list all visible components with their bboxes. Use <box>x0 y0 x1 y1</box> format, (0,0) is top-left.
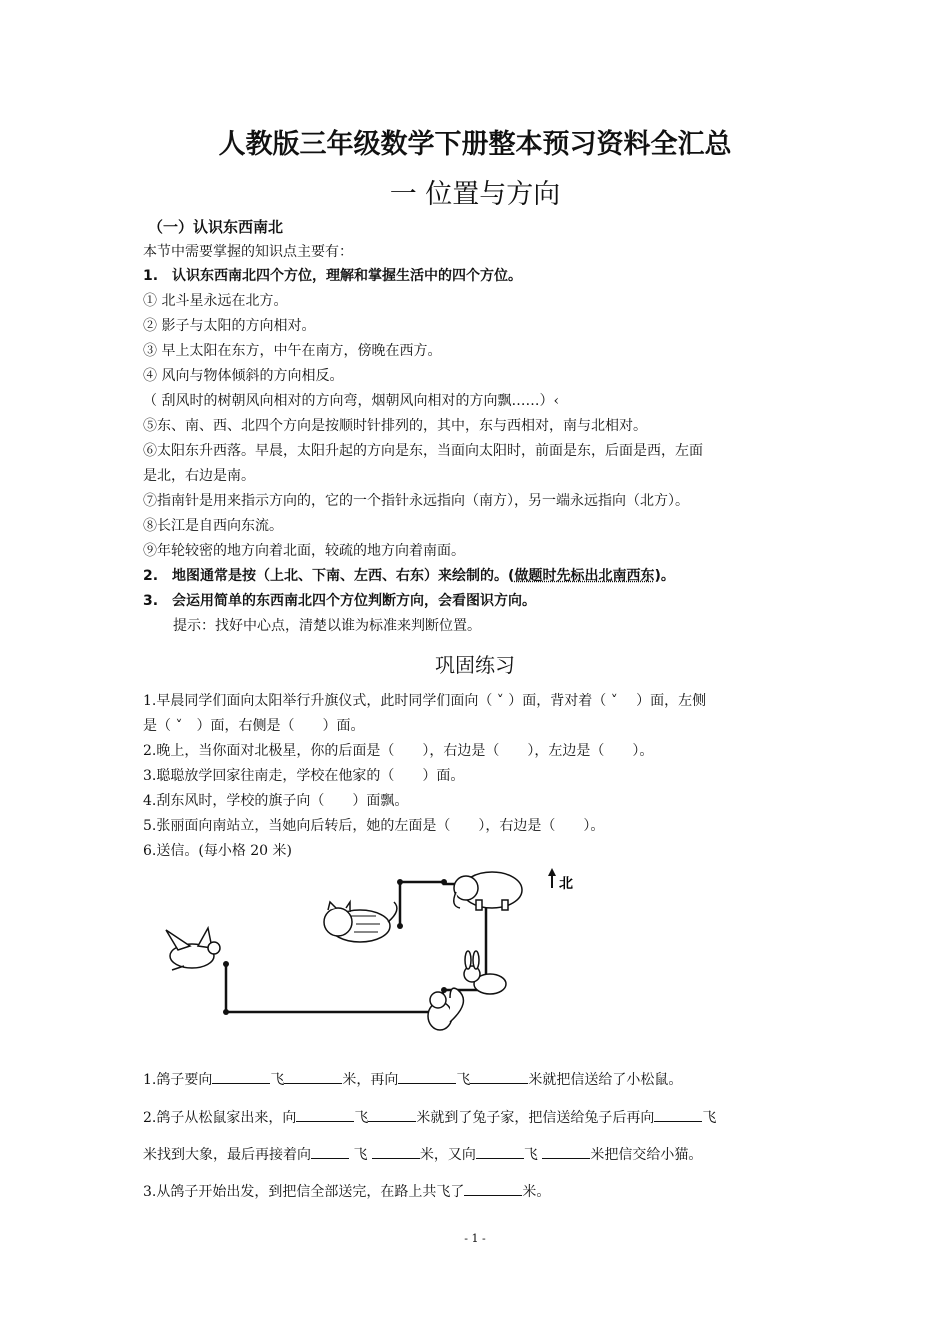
tip-text: 提示：找好中心点，清楚以谁为标准来判断位置。 <box>173 618 481 634</box>
question-item: 1.早晨同学们面向太阳举行升旗仪式，此时同学们面向（ ˅ ）面，背对着（ ˅ ）面，左侧 <box>143 693 707 709</box>
fact-item: ③ 早上太阳在东方，中午在南方，傍晚在西方。 <box>143 343 442 359</box>
answer-blank[interactable] <box>654 1106 702 1122</box>
dove-icon <box>166 928 220 970</box>
fill-question-3: 3.从鸽子开始出发，到把信全部送完，在路上共飞了 米。 <box>143 1180 550 1205</box>
fact-item: ⑧长江是自西向东流。 <box>143 518 283 534</box>
question-item: 2.晚上，当你面对北极星，你的后面是（ ），右边是（ ），左边是（ ）。 <box>143 743 654 759</box>
question-item: 5.张丽面向南站立，当她向后转后，她的左面是（ ），右边是（ ）。 <box>143 818 605 834</box>
fact-item: ② 影子与太阳的方向相对。 <box>143 318 316 334</box>
north-arrow-icon <box>548 868 573 892</box>
answer-blank[interactable] <box>368 1106 416 1122</box>
page-number: - 1 - <box>464 1232 486 1245</box>
elephant-icon <box>454 872 522 910</box>
answer-blank[interactable] <box>372 1143 420 1159</box>
fact-item: ④ 风向与物体倾斜的方向相反。 <box>143 368 344 384</box>
fact-item: （ 刮风时的树朝风向相对的方向弯，烟朝风向相对的方向飘……）‹ <box>143 393 560 409</box>
answer-blank[interactable] <box>464 1180 522 1196</box>
answer-blank[interactable] <box>311 1143 349 1159</box>
intro-text: 本节中需要掌握的知识点主要有： <box>143 244 353 260</box>
answer-blank[interactable] <box>296 1106 354 1122</box>
answer-blank[interactable] <box>470 1068 528 1084</box>
fact-item: ⑦指南针是用来指示方向的，它的一个指针永远指向（南方），另一端永远指向（北方）。 <box>143 493 689 509</box>
question-item: 6.送信。(每小格 20 米) <box>143 843 292 859</box>
fact-item: ⑥太阳东升西落。早晨，太阳升起的方向是东，当面向太阳时，前面是东，后面是西，左面 <box>143 443 703 459</box>
route-map <box>150 862 590 1062</box>
fill-question-2: 2.鸽子从松鼠家出来，向 飞 米就到了兔子家，把信送给兔子后再向 飞 <box>143 1106 716 1131</box>
fact-item: ⑤东、南、西、北四个方向是按顺时针排列的，其中，东与西相对，南与北相对。 <box>143 418 647 434</box>
fill-question-1: 1.鸽子要向 飞 米，再向 飞 米就把信送给了小松鼠。 <box>143 1068 682 1093</box>
question-item: 4.刮东风时，学校的旗子向（ ）面飘。 <box>143 793 409 809</box>
knowledge-point-2: 2. 地图通常是按（上北、下南、左西、右东）来绘制的。(做题时先标出北南西东)。 <box>143 568 675 584</box>
answer-blank[interactable] <box>476 1143 524 1159</box>
knowledge-point-1: 1. 认识东西南北四个方位，理解和掌握生活中的四个方位。 <box>143 268 523 284</box>
fact-item: 是北，右边是南。 <box>143 468 255 484</box>
knowledge-point-3: 3. 会运用简单的东西南北四个方位判断方向，会看图识方向。 <box>143 593 537 609</box>
route-path <box>226 882 486 1012</box>
question-item: 3.聪聪放学回家往南走，学校在他家的（ ）面。 <box>143 768 465 784</box>
answer-blank[interactable] <box>212 1068 270 1084</box>
fill-question-2-cont: 米找到大象，最后再接着向 飞 米，又向 飞 米把信交给小猫。 <box>143 1143 702 1168</box>
fact-item: ⑨年轮较密的地方向着北面，较疏的地方向着南面。 <box>143 543 465 559</box>
document-title: 人教版三年级数学下册整本预习资料全汇总 <box>218 129 732 160</box>
answer-blank[interactable] <box>542 1143 590 1159</box>
section-heading: （一）认识东西南北 <box>148 218 284 236</box>
answer-blank[interactable] <box>284 1068 342 1084</box>
north-label: 北 <box>559 876 573 892</box>
fact-item: ① 北斗星永远在北方。 <box>143 293 288 309</box>
question-item: 是（ ˅ ）面，右侧是（ ）面。 <box>143 718 365 734</box>
squirrel-icon <box>428 988 463 1030</box>
practice-title: 巩固练习 <box>435 653 515 677</box>
answer-blank[interactable] <box>398 1068 456 1084</box>
chapter-heading: 一 位置与方向 <box>389 179 561 210</box>
tiger-icon <box>324 902 397 942</box>
